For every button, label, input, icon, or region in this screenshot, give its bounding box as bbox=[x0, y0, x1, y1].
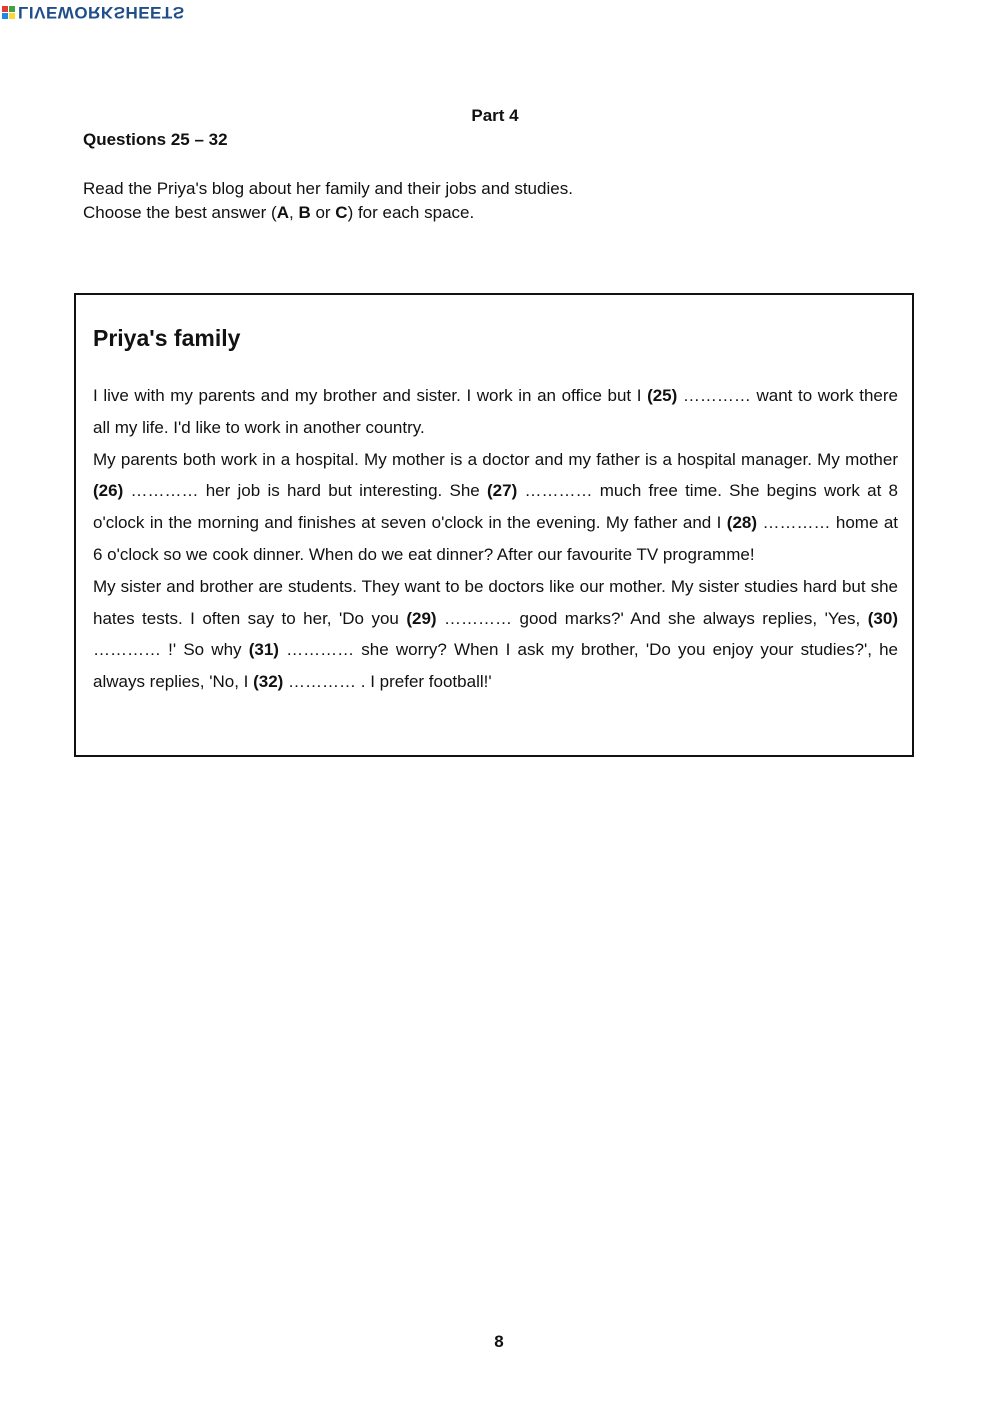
part-title: Part 4 bbox=[471, 106, 519, 125]
logo-square-blue bbox=[2, 13, 8, 19]
questions-range: Questions 25 – 32 bbox=[83, 130, 228, 149]
option-a: A bbox=[276, 202, 289, 222]
logo-squares-icon bbox=[2, 6, 15, 19]
gap-26: (26) bbox=[93, 481, 124, 501]
paragraph-1: I live with my parents and my brother and sister. I work in an office but I (25) ………… want to work there all my life. I'd like to work in another country. bbox=[93, 386, 899, 437]
passage-title: Priya's family bbox=[93, 325, 241, 351]
logo-text: LIVEWORKSHEETS bbox=[18, 3, 185, 22]
instructions-line-1: Read the Priya's blog about her family and their jobs and studies. bbox=[83, 179, 573, 198]
logo-square-yellow bbox=[9, 13, 15, 19]
logo-square-green bbox=[9, 6, 15, 12]
passage-box bbox=[74, 293, 914, 757]
gap-28: (28) bbox=[726, 513, 758, 533]
gap-27: (27) bbox=[487, 481, 518, 501]
instructions-line-2: Choose the best answer (A, B or C) for each space. bbox=[83, 202, 475, 222]
paragraph-3: My sister and brother are students. They want to be doctors like our mother. My sister studies hard but she hates tests. I often say to her, 'Do you (29) ………… good marks?' And she always replies, 'Yes, (30) ………… !' So why (31) ………… she worry? When I ask my brother, 'Do you enjoy your studies?', he always replies, 'No, I (32) ………… . I prefer football!' bbox=[93, 576, 899, 692]
option-b: B bbox=[298, 202, 311, 222]
option-c: C bbox=[335, 202, 348, 222]
gap-32: (32) bbox=[253, 672, 284, 692]
logo-square-red bbox=[2, 6, 8, 12]
gap-25: (25) bbox=[647, 386, 678, 405]
page-number: 8 bbox=[494, 1332, 504, 1351]
instructions bbox=[83, 177, 573, 224]
passage-body bbox=[93, 380, 898, 698]
gap-30: (30) bbox=[867, 608, 898, 628]
gap-31: (31) bbox=[248, 640, 279, 660]
paragraph-2: My parents both work in a hospital. My mother is a doctor and my father is a hospital manager. My mother (26) ………… her job is hard but interesting. She (27) ………… much free time. She begins work at 8 o'clock in the morning and finishes at seven o'clock in the evening. My father and I (28) ………… home at 6 o'clock so we cook dinner. When do we eat dinner? After our favourite TV programme! bbox=[93, 449, 898, 564]
gap-29: (29) bbox=[406, 608, 437, 628]
liveworksheets-logo bbox=[2, 2, 185, 22]
